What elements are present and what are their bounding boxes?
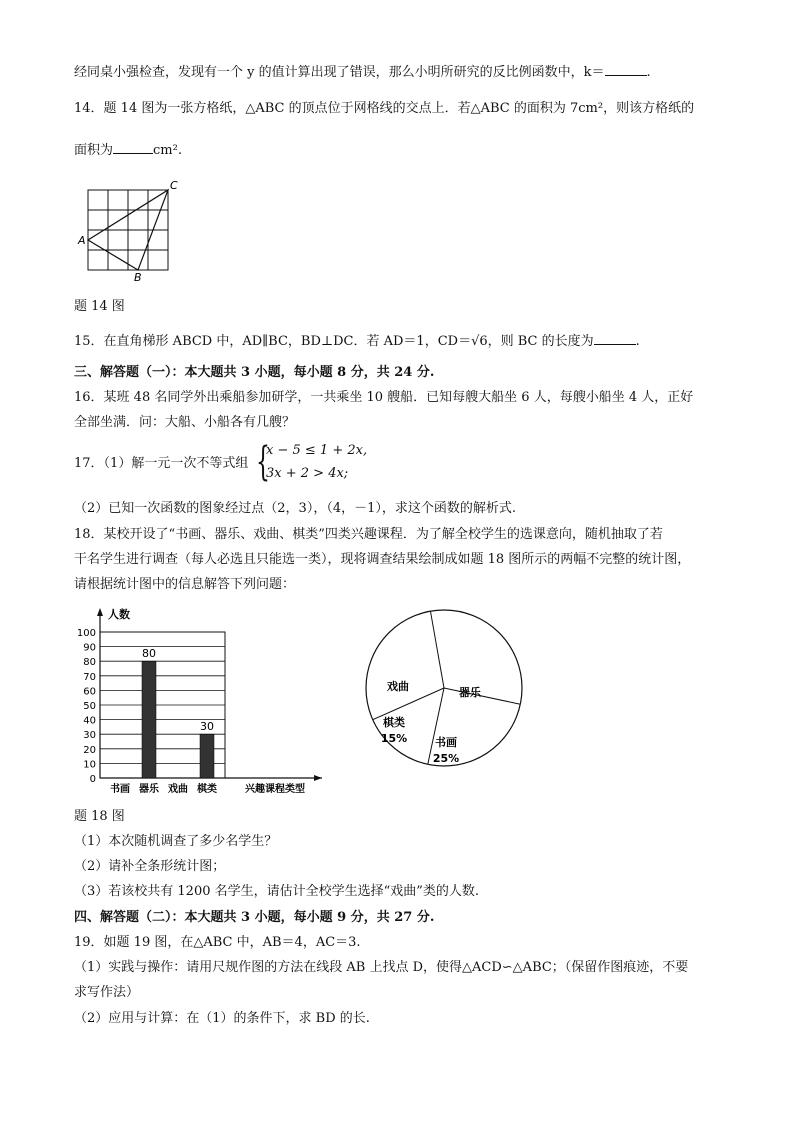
q18-text3: 请根据统计图中的信息解答下列问题： [74,577,296,592]
fig18-caption: 题 18 图 [74,809,125,824]
pie-label-器乐: 器乐 [459,686,481,699]
bar-category-label: 器乐 [139,784,159,795]
q17-inequality-2: 3x + 2 > 4x; [266,466,349,481]
fig18-bar-chart [70,602,332,800]
bar-ytick-label: 70 [83,671,96,683]
bar-y-axis-arrow [97,608,103,616]
pie-label-棋类: 棋类 [383,716,405,729]
q14-unit: cm². [153,143,182,158]
fig14-caption: 题 14 图 [74,299,125,314]
bar-x-axis-title: 兴趣课程类型 [245,784,305,795]
bar-ytick-label: 80 [83,657,96,669]
fig18-pie-chart [360,600,528,780]
bar-data-label: 80 [142,647,156,661]
bar-category-label: 书画 [110,784,130,795]
bar-ytick-label: 60 [83,686,96,698]
q15-text: 15．在直角梯形 ABCD 中，AD∥BC，BD⊥DC．若 AD＝1，CD＝√6，则 BC 的长度为 [74,334,594,349]
fig14-label-b: B [134,271,142,284]
bar-ytick-label: 30 [83,730,96,742]
section-4-heading: 四、解答题（二）：本大题共 3 小题，每小题 9 分，共 27 分. [74,910,435,925]
pie-label-戏曲: 戏曲 [387,680,409,693]
q18-sub3: （3）若该校共有 1200 名学生，请估计全校学生选择“戏曲”类的人数. [74,884,480,899]
q18-text2: 干名学生进行调查（每人必选且只能选一类），现将调查结果绘制成如题 18 图所示的两幅不完整的统计图， [74,552,691,567]
q17-part1: 17．（1）解一元一次不等式组 [74,456,249,471]
bar-category-label: 戏曲 [168,784,188,795]
pie-percent-棋类: 15% [380,732,408,745]
q14-answer-blank[interactable] [113,141,153,154]
q15-answer-blank[interactable] [594,332,636,345]
bar-ytick-label: 0 [89,774,96,785]
bar-ytick-label: 100 [76,628,96,639]
q18-sub1: （1）本次随机调查了多少名学生？ [74,834,278,849]
q15-line [74,332,640,351]
bar-category-label: 棋类 [197,784,217,795]
q18-sub2: （2）请补全条形统计图； [74,859,226,874]
fig14-label-c: C [170,180,178,192]
bar-ytick-label: 90 [83,642,96,654]
q13-line [74,63,651,82]
q13-end: . [646,65,651,80]
pie-percent-书画: 25% [432,752,460,765]
q18-text: 18．某校开设了“书画、器乐、戏曲、棋类”四类兴趣课程．为了解全校学生的选课意向，随机抽取了若 [74,527,663,542]
q17-inequality-1: x − 5 ≤ 1 + 2x, [266,443,368,458]
q14-text2: 面积为 [74,143,114,158]
q19-sub1: （1）实践与操作：请用尺规作图的方法在线段 AB 上找点 D，使得△ACD∽△ABC；（保留作图痕迹，不要 [74,960,689,975]
bar-y-axis-title: 人数 [108,608,130,621]
q17-brace: { [256,439,270,485]
bar-器乐 [142,661,156,778]
q17-part2: （2）已知一次函数的图象经过点（2，3），（4，－1），求这个函数的解析式. [74,501,516,516]
bar-棋类 [200,734,214,778]
bar-data-label: 30 [200,720,214,734]
q16-text: 16．某班 48 名同学外出乘船参加研学，一共乘坐 10 艘船．已知每艘大船坐 6 人，每艘小船坐 4 人，正好 [74,390,694,405]
q16-text2: 全部坐满．问：大船、小船各有几艘？ [74,415,296,430]
q19-sub2: （2）应用与计算：在（1）的条件下，求 BD 的长. [74,1011,370,1026]
q15-end: . [635,334,640,349]
fig14-grid [74,180,184,285]
bar-ytick-label: 50 [83,701,96,712]
q13-text: 经同桌小强检查，发现有一个 y 的值计算出现了错误，那么小明所研究的反比例函数中，k＝ [74,65,605,80]
bar-ytick-label: 20 [83,744,96,756]
section-3-heading: 三、解答题（一）：本大题共 3 小题，每小题 8 分，共 24 分. [74,365,435,380]
q14-line2 [74,141,182,160]
bar-ytick-label: 10 [83,759,96,771]
q19-text: 19．如题 19 图，在△ABC 中，AB＝4，AC＝3. [74,935,361,950]
q13-answer-blank[interactable] [605,63,647,76]
q14-text: 14．题 14 图为一张方格纸，△ABC 的顶点位于网格线的交点上．若△ABC 的面积为 7cm²，则该方格纸的 [74,101,695,116]
pie-label-书画: 书画 [435,736,457,749]
fig14-label-a: A [78,234,86,247]
bar-x-axis-arrow [314,775,322,781]
bar-ytick-label: 40 [83,715,96,727]
q19-sub1-cont: 求写作法） [74,985,140,1000]
